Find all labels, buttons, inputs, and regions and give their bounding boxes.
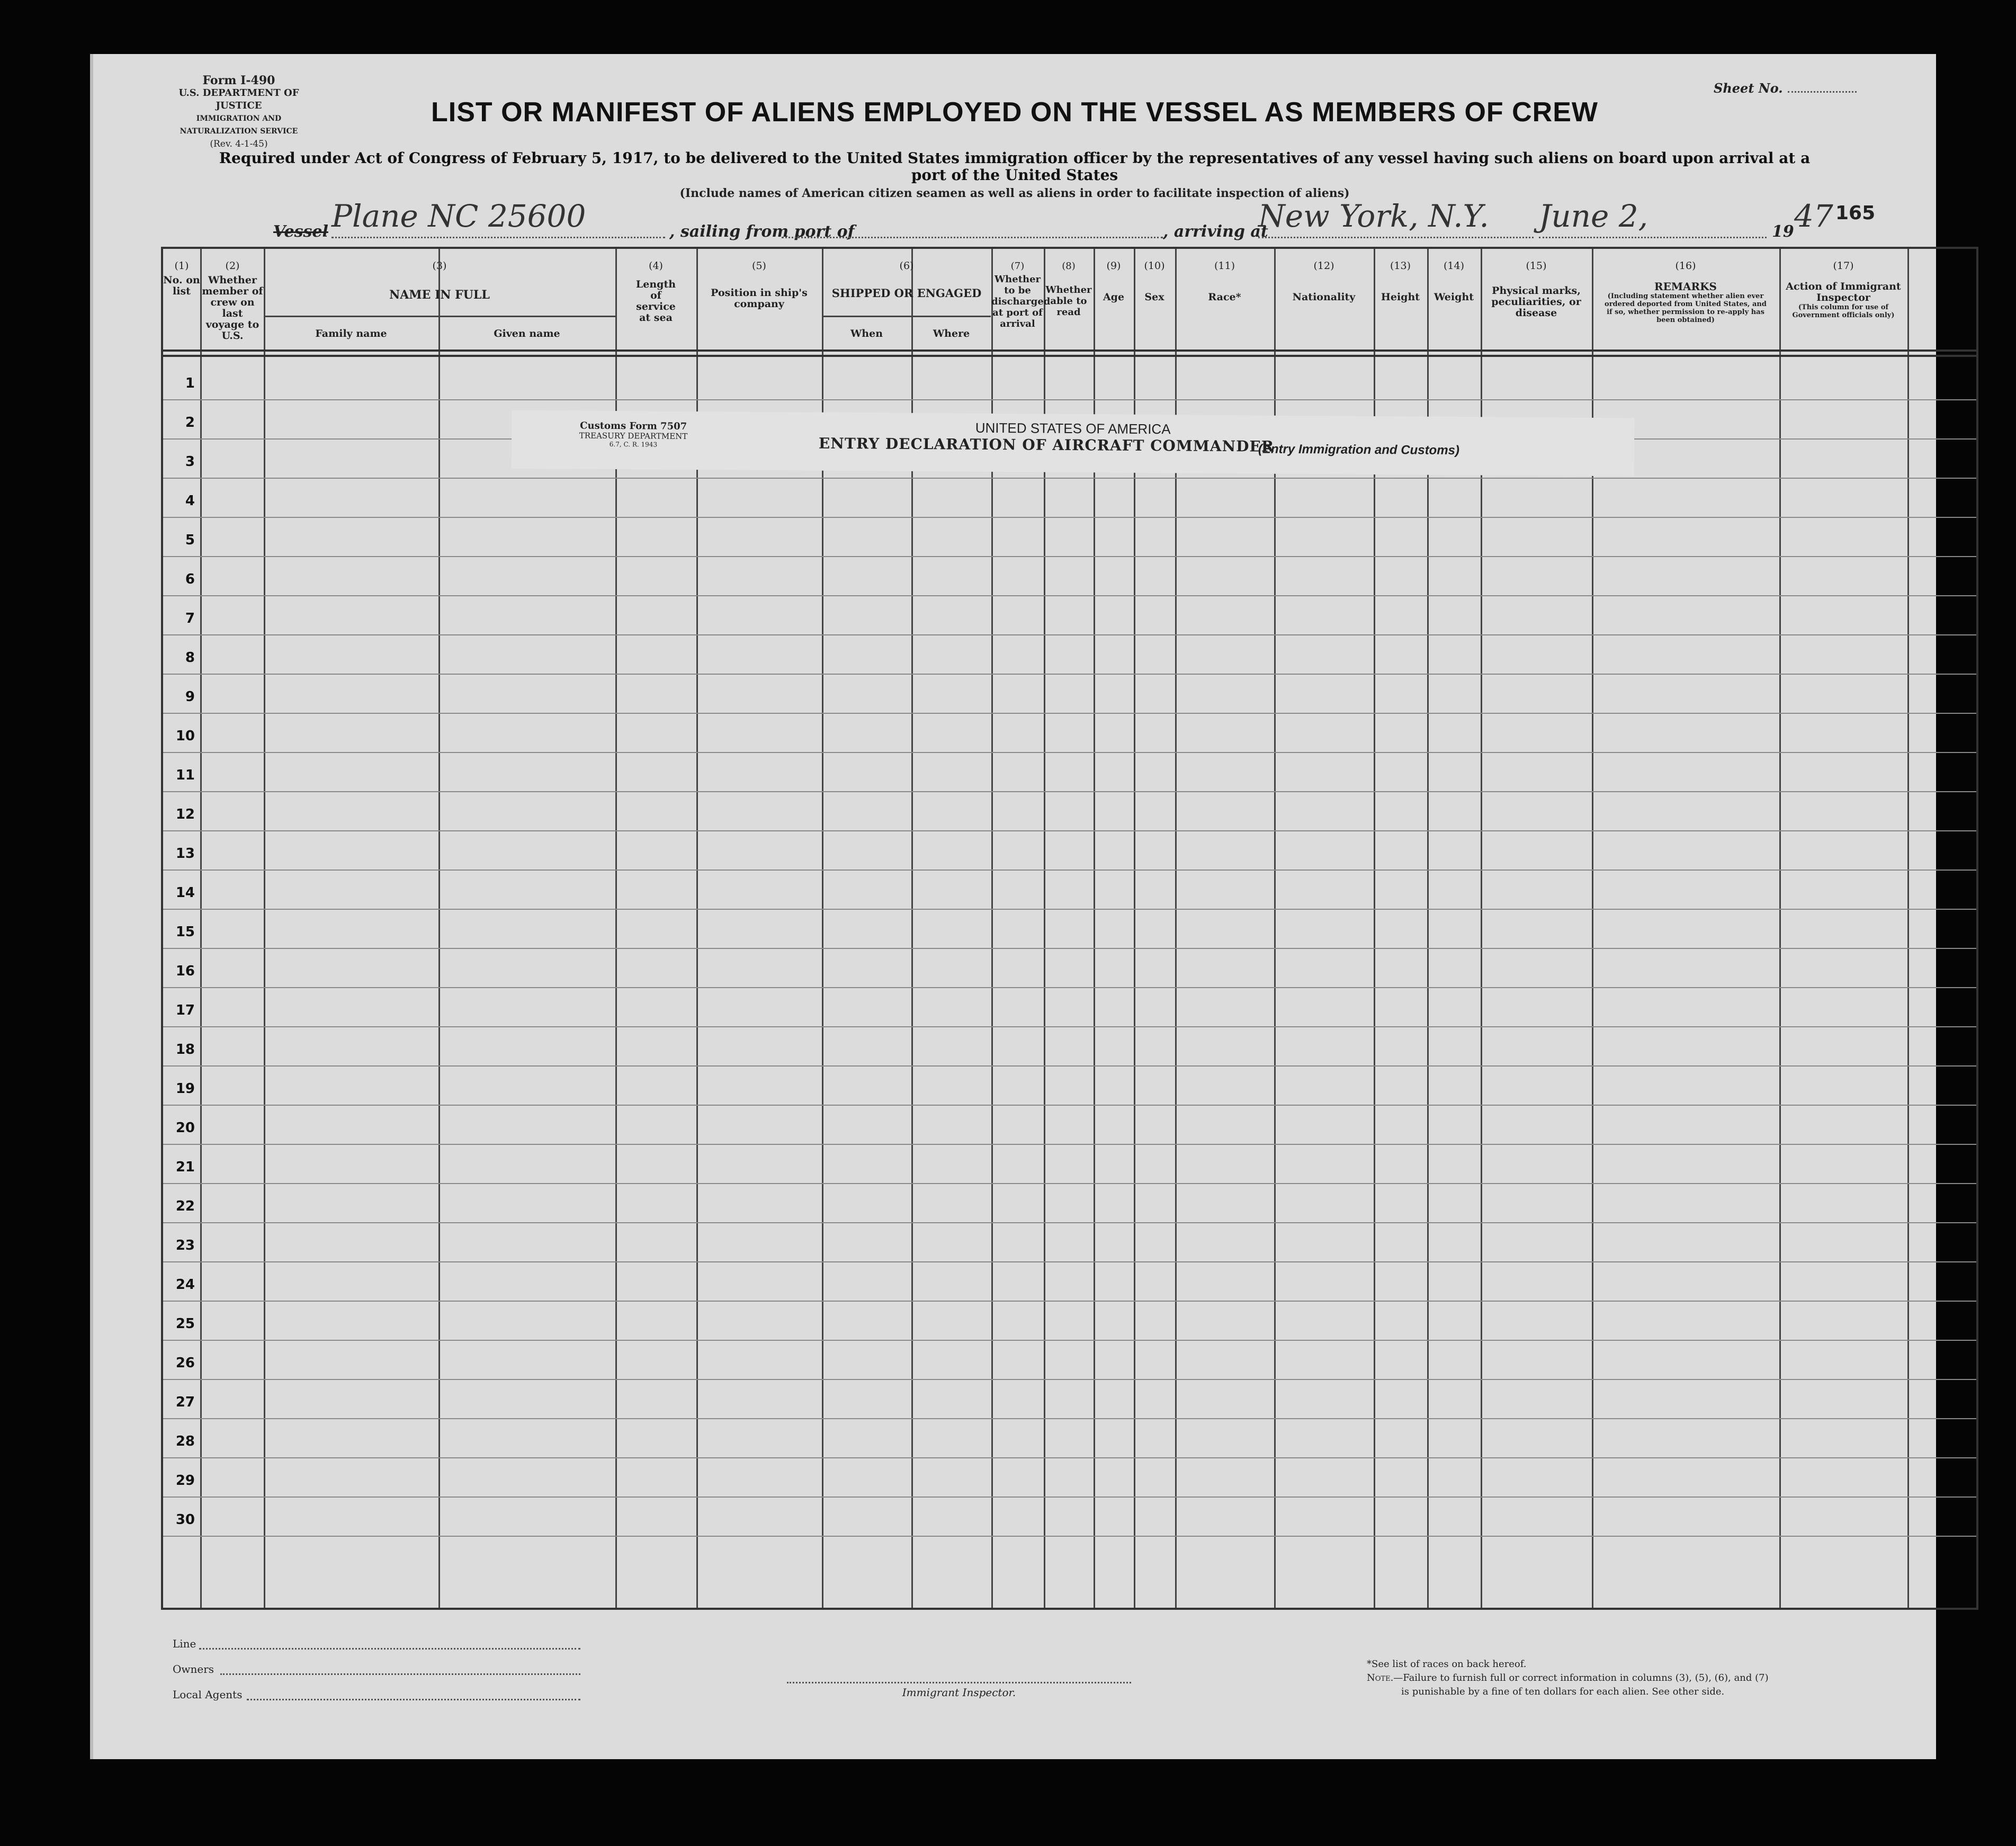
table-row[interactable] xyxy=(163,478,1976,517)
row-number: 30 xyxy=(175,1512,195,1528)
customs-form-strip xyxy=(512,410,1635,477)
table-row[interactable] xyxy=(163,909,1976,948)
table-row[interactable] xyxy=(163,517,1976,556)
where-header: Where xyxy=(933,328,970,339)
col-9-header: (9) Age xyxy=(1103,260,1125,303)
table-row[interactable] xyxy=(163,1261,1976,1301)
manifest-sheet xyxy=(90,54,1936,1759)
form-number: Form I-490 xyxy=(202,74,275,87)
row-number: 8 xyxy=(185,650,195,666)
stamp-declaration-note: (Entry Immigration and Customs) xyxy=(1258,442,1460,458)
inspector-signature-field[interactable] xyxy=(787,1682,1131,1683)
row-number: 22 xyxy=(175,1198,195,1214)
year-prefix: 19 xyxy=(1772,222,1794,241)
footer-line-label: Line xyxy=(173,1637,196,1650)
requirement-line-2: port of the United States xyxy=(911,166,1118,184)
row-number: 7 xyxy=(185,611,195,626)
table-row[interactable] xyxy=(163,1183,1976,1222)
col-13-header: (13) Height xyxy=(1381,260,1420,303)
races-note: *See list of races on back hereof. xyxy=(1367,1659,1527,1670)
table-row[interactable] xyxy=(163,1340,1976,1379)
col-16-header: (16) REMARKS (Including statement whether alien ever ordered deported from United States, and if so, whether permission to re-apply has been obtained) xyxy=(1592,261,1779,324)
row-number: 13 xyxy=(175,846,195,862)
table-row[interactable] xyxy=(163,1301,1976,1340)
row-number: 2 xyxy=(185,415,195,431)
footer-owners-field[interactable] xyxy=(220,1673,580,1675)
row-number: 29 xyxy=(175,1473,195,1489)
sailing-label: , sailing from port of xyxy=(669,222,855,241)
remarks-note: (Including statement whether alien ever ordered deported from United States, and if so, whether permission to re-apply has been obtained) xyxy=(1605,292,1767,324)
department: U.S. DEPARTMENT OF JUSTICE xyxy=(178,87,299,111)
col-5-header: (5) Position in ship's company xyxy=(711,260,808,310)
row-number: 28 xyxy=(175,1433,195,1449)
penalty-note-2: is punishable by a fine of ten dollars for each alien. See other side. xyxy=(1401,1686,1725,1697)
arriving-underline xyxy=(1258,237,1534,238)
arriving-label: , arriving at xyxy=(1163,222,1268,241)
col-6-header: (6) SHIPPED OR ENGAGED xyxy=(831,260,982,300)
col-10-header: (10) Sex xyxy=(1144,260,1165,303)
table-row[interactable] xyxy=(163,1457,1976,1496)
col-17-header: (17) Action of Immigrant Inspector (This column for use of Government officials only) xyxy=(1779,261,1907,319)
when-header: When xyxy=(850,328,883,339)
sailing-port-field[interactable] xyxy=(782,237,1163,238)
row-number: 1 xyxy=(185,375,195,391)
note-text-1: —Failure to furnish full or correct information in columns (3), (5), (6), and (7) xyxy=(1393,1672,1769,1683)
row-number: 17 xyxy=(175,1002,195,1018)
table-row[interactable] xyxy=(163,791,1976,830)
stamp-treasury: TREASURY DEPARTMENT xyxy=(579,431,688,441)
table-row[interactable] xyxy=(163,595,1976,634)
col-1-header: (1) No. on list xyxy=(163,260,200,297)
page-number: 165 xyxy=(1835,202,1876,224)
table-row[interactable] xyxy=(163,1105,1976,1144)
stamp-customs-form: Customs Form 7507 xyxy=(580,420,687,432)
table-row[interactable] xyxy=(163,1379,1976,1418)
footer-agents-field[interactable] xyxy=(247,1699,580,1700)
sheet-number-label: Sheet No. xyxy=(1714,80,1783,96)
row-number: 10 xyxy=(175,728,195,744)
table-row[interactable] xyxy=(163,987,1976,1026)
table-row[interactable] xyxy=(163,634,1976,674)
row-number: 5 xyxy=(185,532,195,548)
stamp-country: UNITED STATES OF AMERICA xyxy=(975,419,1171,437)
vessel-value[interactable]: Plane NC 25600 xyxy=(331,198,586,234)
vessel-underline xyxy=(331,237,665,238)
row-number: 14 xyxy=(175,885,195,901)
col-4-header: (4) Length of service at sea xyxy=(635,260,676,324)
row-number: 24 xyxy=(175,1277,195,1293)
row-number: 3 xyxy=(185,454,195,470)
table-row[interactable] xyxy=(163,870,1976,909)
table-row[interactable] xyxy=(163,1065,1976,1105)
row-number: 15 xyxy=(175,924,195,940)
footer-line-field[interactable] xyxy=(199,1648,580,1650)
table-row[interactable] xyxy=(163,1144,1976,1183)
sheet-number-field[interactable] xyxy=(1788,91,1857,93)
col-14-header: (14) Weight xyxy=(1434,260,1474,303)
row-number: 20 xyxy=(175,1120,195,1136)
table-row[interactable] xyxy=(163,1026,1976,1065)
row-number: 25 xyxy=(175,1316,195,1332)
table-row[interactable] xyxy=(163,556,1976,595)
table-row[interactable] xyxy=(163,360,1976,399)
penalty-note xyxy=(1367,1672,1896,1683)
row-number: 27 xyxy=(175,1394,195,1410)
revision: (Rev. 4-1-45) xyxy=(210,139,268,149)
col-11-header: (11) Race* xyxy=(1208,260,1241,303)
row-number: 23 xyxy=(175,1238,195,1253)
date-underline xyxy=(1539,237,1767,238)
row-number: 26 xyxy=(175,1355,195,1371)
row-number: 9 xyxy=(185,689,195,705)
page-title: LIST OR MANIFEST OF ALIENS EMPLOYED ON THE VESSEL AS MEMBERS OF CREW xyxy=(431,97,1598,128)
family-name-header: Family name xyxy=(315,328,387,339)
inspector-note: (This column for use of Government officials only) xyxy=(1792,303,1895,319)
vessel-label: Vessel xyxy=(273,222,328,241)
col-12-header: (12) Nationality xyxy=(1292,260,1356,303)
table-row[interactable] xyxy=(163,1496,1976,1536)
table-row[interactable] xyxy=(163,713,1976,752)
date-value[interactable]: June 2, xyxy=(1539,198,1648,234)
footer-owners-label: Owners xyxy=(173,1663,214,1675)
table-row[interactable] xyxy=(163,948,1976,987)
footer-agents-label: Local Agents xyxy=(173,1688,243,1701)
table-row[interactable] xyxy=(163,1222,1976,1261)
row-number: 19 xyxy=(175,1081,195,1097)
col-7-header: (7) Whether to be discharged at port of arrival xyxy=(991,261,1051,329)
row-number: 6 xyxy=(185,571,195,587)
row-number: 4 xyxy=(185,493,195,509)
col-2-header: (2) Whether member of crew on last voyage to U.S. xyxy=(202,260,263,342)
row-number: 11 xyxy=(175,767,195,783)
inspector-label: Immigrant Inspector. xyxy=(902,1686,1016,1699)
col-8-header: (8) Whether able to read xyxy=(1045,261,1092,318)
col-3-header: (3) NAME IN FULL xyxy=(389,260,490,302)
stamp-declaration: ENTRY DECLARATION OF AIRCRAFT COMMANDER xyxy=(818,434,1275,455)
given-name-header: Given name xyxy=(494,328,560,339)
table-row[interactable] xyxy=(163,1418,1976,1457)
include-note: (Include names of American citizen seamen as well as aliens in order to facilitate inspection of aliens) xyxy=(679,186,1350,200)
year-suffix[interactable]: 47 xyxy=(1794,198,1833,234)
row-number: 16 xyxy=(175,963,195,979)
stamp-cfr: 6.7, C. R. 1943 xyxy=(609,440,658,449)
row-number: 12 xyxy=(175,806,195,822)
table-row[interactable] xyxy=(163,752,1976,791)
table-row[interactable] xyxy=(163,674,1976,713)
col-15-header: (15) Physical marks, peculiarities, or disease xyxy=(1491,260,1581,319)
row-number: 21 xyxy=(175,1159,195,1175)
arriving-value[interactable]: New York, N.Y. xyxy=(1258,198,1489,234)
row-number: 18 xyxy=(175,1042,195,1058)
requirement-line-1: Required under Act of Congress of February 5, 1917, to be delivered to the United States immigration officer by the representatives of any vessel having such aliens on board upon arrival at a xyxy=(219,149,1811,167)
service: IMMIGRATION AND NATURALIZATION SERVICE xyxy=(180,114,298,136)
table-row[interactable] xyxy=(163,830,1976,870)
note-label: Note. xyxy=(1367,1672,1394,1683)
